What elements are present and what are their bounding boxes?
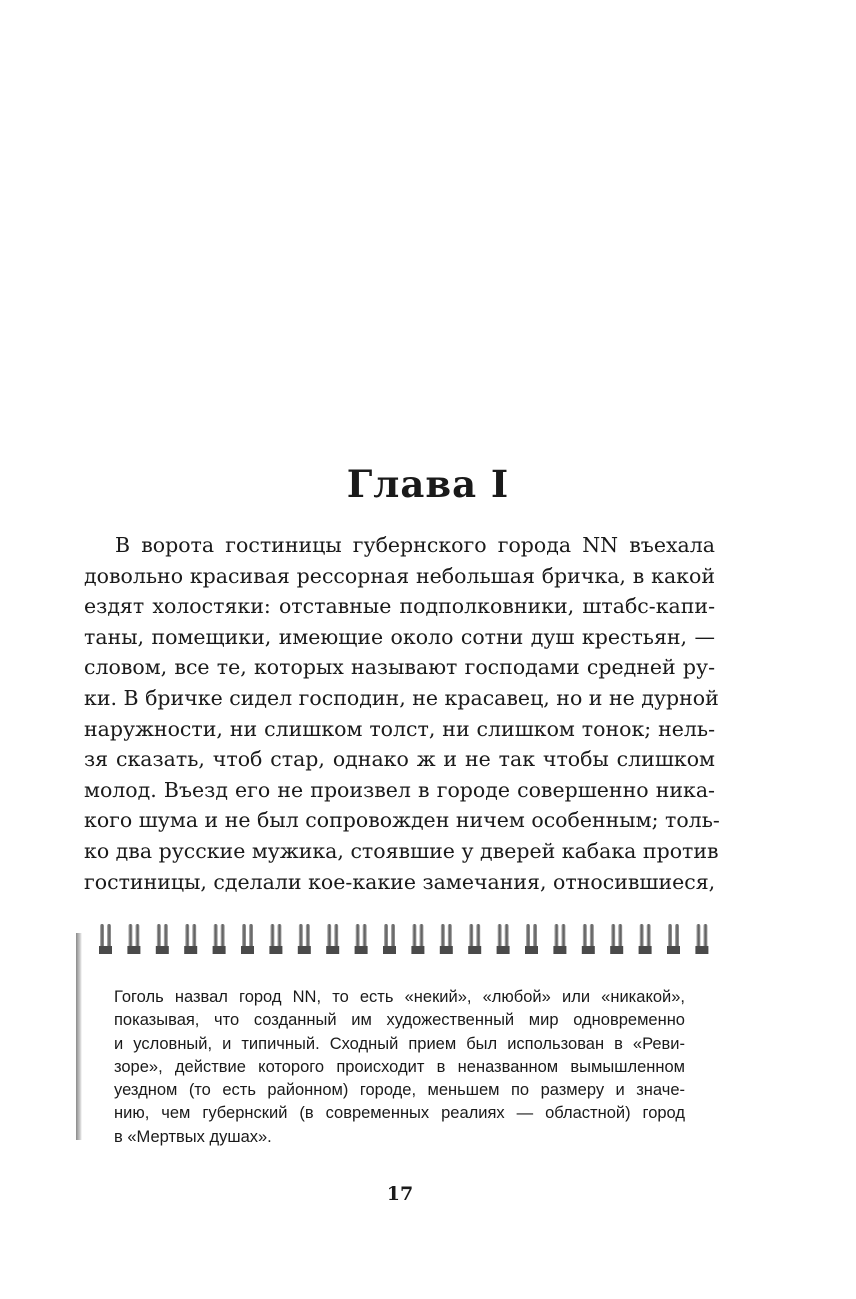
spiral-ring-icon bbox=[468, 924, 481, 954]
note-side-bar bbox=[76, 933, 82, 1140]
spiral-ring-icon bbox=[184, 924, 197, 954]
note-line: нию, чем губернский (в современных реалиях — областной) город bbox=[114, 1104, 685, 1123]
spiral-ring-icon bbox=[667, 924, 680, 954]
note-line: Гоголь назвал город NN, то есть «некий», «любой» или «никакой», bbox=[114, 988, 685, 1006]
spiral-ring-icon bbox=[582, 924, 595, 954]
spiral-ring-icon bbox=[156, 924, 169, 954]
spiral-ring-icon bbox=[99, 924, 112, 954]
spiral-ring-icon bbox=[213, 924, 226, 954]
text-line: кого шума и не был сопровожден ничем особенным; толь- bbox=[84, 808, 720, 833]
spiral-ring-icon bbox=[355, 924, 368, 954]
main-text bbox=[84, 530, 720, 897]
spiral-ring-icon bbox=[440, 924, 453, 954]
spiral-ring-icon bbox=[269, 924, 282, 954]
spiral-ring-icon bbox=[639, 924, 652, 954]
text-line: гостиницы, сделали кое-какие замечания, относившиеся, bbox=[84, 869, 716, 894]
text-line: довольно красивая рессорная небольшая бричка, в какой bbox=[84, 563, 715, 588]
text-line: словом, все те, которых называют господами средней ру- bbox=[84, 655, 715, 680]
page-number: 17 bbox=[386, 1183, 414, 1205]
text-line: ко два русские мужика, стоявшие у дверей кабака против bbox=[84, 838, 719, 863]
spiral-ring-icon bbox=[383, 924, 396, 954]
text-line: зя сказать, чтоб стар, однако ж и не так чтобы слишком bbox=[84, 747, 715, 772]
spiral-ring-icon bbox=[298, 924, 311, 954]
text-line: таны, помещики, имеющие около сотни душ крестьян, — bbox=[84, 624, 715, 649]
spiral-ring-icon bbox=[695, 924, 708, 954]
text-line: ездят холостяки: отставные подполковники, штабс-капи- bbox=[84, 594, 715, 619]
text-line: ки. В бричке сидел господин, не красавец, но и не дурной bbox=[84, 685, 719, 710]
notebook-spiral-icon bbox=[96, 922, 720, 958]
spiral-ring-icon bbox=[610, 924, 623, 954]
text-line: В ворота гостиницы губернского города NN въехала bbox=[115, 533, 715, 557]
text-line: молод. Въезд его не произвел в городе совершенно ника- bbox=[84, 777, 715, 802]
spiral-ring-icon bbox=[553, 924, 566, 954]
text-line: наружности, ни слишком толст, ни слишком тонок; нель- bbox=[84, 716, 715, 741]
spiral-ring-icon bbox=[326, 924, 339, 954]
note-line: и условный, и типичный. Сходный прием был использован в «Реви- bbox=[114, 1034, 685, 1053]
note-line: показывая, что созданный им художественный мир одновременно bbox=[114, 1011, 685, 1030]
note-line: уездном (то есть районном) городе, меньшем по размеру и значе- bbox=[114, 1081, 685, 1100]
spiral-ring-icon bbox=[127, 924, 140, 954]
chapter-title: Глава I bbox=[346, 462, 510, 506]
spiral-ring-icon bbox=[525, 924, 538, 954]
spiral-ring-icon bbox=[497, 924, 510, 954]
note-line: зоре», действие которого происходит в неназванном вымышленном bbox=[114, 1057, 685, 1076]
note-line: в «Мертвых душах». bbox=[114, 1127, 272, 1146]
spiral-ring-icon bbox=[241, 924, 254, 954]
spiral-ring-icon bbox=[411, 924, 424, 954]
footnote-box bbox=[114, 986, 685, 1149]
